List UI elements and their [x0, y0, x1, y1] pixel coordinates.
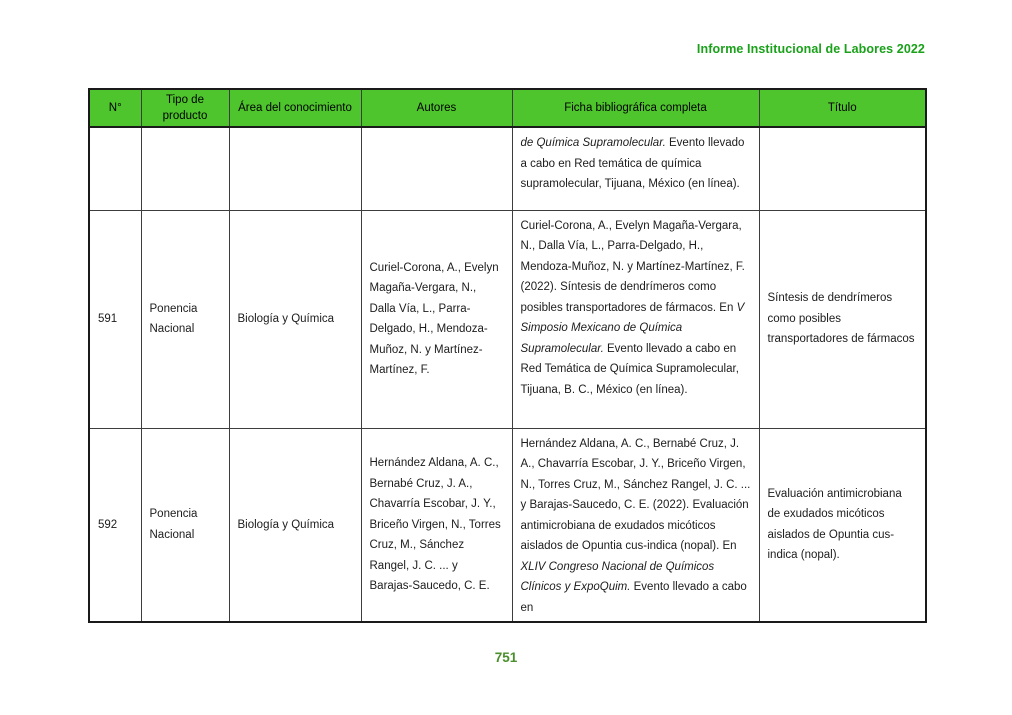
cell-numero: 591 — [89, 210, 141, 428]
table-row — [89, 210, 926, 428]
cell-tipo-producto: Ponencia Nacional — [141, 428, 229, 622]
table-header-row — [89, 89, 926, 127]
ficha-text-segment: Evento llevado a cabo en Red temática de química supramolecular, Tijuana, México (en línea). — [520, 137, 745, 190]
cell-autores: Curiel-Corona, A., Evelyn Magaña-Vergara, N., Dalla Vía, L., Parra- Delgado, H., Mendoza-Muñoz, N. y Martínez-Martínez, F. — [361, 210, 512, 428]
cell-autores — [361, 127, 512, 210]
ficha-text-segment: Hernández Aldana, A. C., Bernabé Cruz, J. A., Chavarría Escobar, J. Y., Briceño Virgen, N., Torres Cruz, M., Sánchez Rangel, J. C. ... y Barajas-Saucedo, C. E. (2022). Evaluación antimicrobiana de exudados micóticos aislados de Opuntia cus-indica (nopal). En — [520, 437, 751, 552]
column-header-autores: Autores — [361, 89, 512, 127]
ficha-text-segment: Evento llevado a cabo en Red Temática de Química Supramolecular, Tijuana, B. C., México (en línea). — [520, 342, 739, 396]
publications-table — [88, 88, 927, 623]
page-number: 751 — [494, 650, 518, 665]
ficha-italic-segment: de Química Supramolecular. — [520, 137, 666, 149]
table-row — [89, 428, 926, 622]
table-body — [89, 127, 926, 622]
cell-area-conocimiento: Biología y Química — [229, 210, 361, 428]
table-row — [89, 127, 926, 210]
column-header-ficha-bibliografica: Ficha bibliográfica completa — [512, 89, 759, 127]
ficha-italic-segment: V Simposio Mexicano de Química Supramolecular. — [520, 301, 745, 355]
column-header-tipo-producto: Tipo de producto — [141, 89, 229, 127]
column-header-numero: N° — [89, 89, 141, 127]
report-title: Informe Institucional de Labores 2022 — [696, 42, 925, 56]
cell-ficha-bibliografica — [512, 127, 759, 210]
cell-tipo-producto: Ponencia Nacional — [141, 210, 229, 428]
cell-titulo: Evaluación antimicrobiana de exudados micóticos aislados de Opuntia cus-indica (nopal). — [759, 428, 926, 622]
ficha-text-segment: Curiel-Corona, A., Evelyn Magaña-Vergara, N., Dalla Vía, L., Parra-Delgado, H., Mendoza-Muñoz, N. y Martínez-Martínez, F. (2022). Síntesis de dendrímeros como posibles transportadores de fármacos. En — [520, 219, 745, 314]
cell-titulo — [759, 127, 926, 210]
cell-numero — [89, 127, 141, 210]
cell-titulo: Síntesis de dendrímeros como posibles transportadores de fármacos — [759, 210, 926, 428]
column-header-area-conocimiento: Área del conocimiento — [229, 89, 361, 127]
ficha-italic-segment: XLIV Congreso Nacional de Químicos Clínicos y ExpoQuim. — [520, 560, 715, 593]
cell-tipo-producto — [141, 127, 229, 210]
cell-numero: 592 — [89, 428, 141, 622]
cell-autores: Hernández Aldana, A. C., Bernabé Cruz, J. A., Chavarría Escobar, J. Y., Briceño Virgen, N., Torres Cruz, M., Sánchez Rangel, J. C. ... y Barajas-Saucedo, C. E. — [361, 428, 512, 622]
cell-ficha-bibliografica — [512, 210, 759, 428]
column-header-titulo: Título — [759, 89, 926, 127]
ficha-text-segment: Evento llevado a cabo en — [520, 581, 747, 614]
cell-ficha-bibliografica — [512, 428, 759, 622]
cell-area-conocimiento: Biología y Química — [229, 428, 361, 622]
cell-area-conocimiento — [229, 127, 361, 210]
